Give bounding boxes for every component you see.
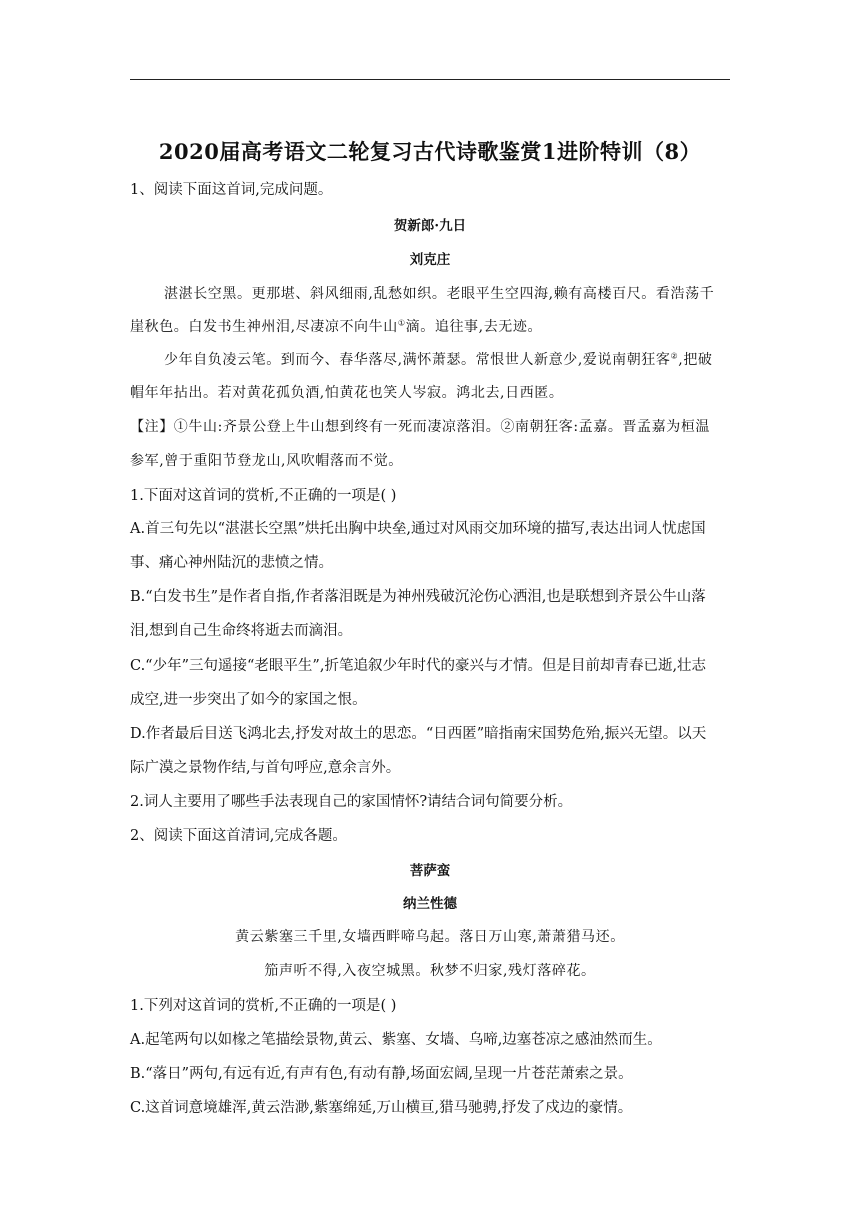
option-d: D.作者最后目送飞鸿北去,抒发对故土的思恋。“日西匿”暗指南宋国势危殆,振兴无望。以天: [130, 726, 707, 742]
question-2-intro: 2、阅读下面这首清词,完成各题。: [130, 828, 347, 844]
option-c: C.这首词意境雄浑,黄云浩渺,紫塞绵延,万山横亘,猎马驰骋,抒发了戍边的豪情。: [130, 1100, 633, 1116]
poem-1-line: 帽年年拈出。若对黄花孤负酒,怕黄花也笑人岑寂。鸿北去,日西匿。: [130, 385, 564, 401]
option-b: 泪,想到自己生命终将逝去而滴泪。: [130, 623, 353, 639]
poem-1-line: 崖秋色。白发书生神州泪,尽凄凉不向牛山①滴。追往事,去无迹。: [130, 318, 543, 335]
poem-1-line: 少年自负凌云笔。到而今、春华落尽,满怀萧瑟。常恨世人新意少,爱说南朝狂客②,把破: [164, 351, 713, 368]
poem-2-title: 菩萨蛮: [409, 863, 451, 879]
option-b: B.“落日”两句,有远有近,有声有色,有动有静,场面宏阔,呈现一片苍茫萧索之景。: [130, 1066, 633, 1082]
poem-1-note: 参军,曾于重阳节登龙山,风吹帽落而不觉。: [130, 453, 403, 469]
poem-2-line: 黄云紫塞三千里,女墙西畔啼乌起。落日万山寒,萧萧猎马还。: [235, 929, 625, 945]
question-2-1-stem: 1.下列对这首词的赏析,不正确的一项是( ): [130, 998, 397, 1014]
option-a: A.首三句先以“湛湛长空黑”烘托出胸中块垒,通过对风雨交加环境的描写,表达出词人忧虑国: [130, 521, 706, 537]
option-a: A.起笔两句以如椽之笔描绘景物,黄云、紫塞、女墙、乌啼,边塞苍凉之感油然而生。: [130, 1032, 662, 1048]
option-c: 成空,进一步突出了如今的家国之恨。: [130, 692, 367, 708]
poem-1-title: 贺新郎·九日: [393, 218, 467, 234]
poem-2-line: 笳声听不得,入夜空城黑。秋梦不归家,残灯落碎花。: [264, 963, 596, 979]
option-d: 际广漠之景物作结,与首句呼应,意余言外。: [130, 760, 401, 776]
poem-2-author: 纳兰性德: [403, 896, 457, 912]
header-rule: [130, 79, 730, 80]
question-1-intro: 1、阅读下面这首词,完成问题。: [130, 182, 333, 198]
question-1-1-stem: 1.下面对这首词的赏析,不正确的一项是( ): [130, 488, 397, 504]
option-b: B.“白发书生”是作者自指,作者落泪既是为神州残破沉沦伤心洒泪,也是联想到齐景公牛山落: [130, 589, 706, 605]
poem-1-note: 【注】①牛山:齐景公登上牛山想到终有一死而凄凉落泪。②南朝狂客:孟嘉。晋孟嘉为桓温: [130, 419, 711, 435]
poem-1-line: 湛湛长空黑。更那堪、斜风细雨,乱愁如织。老眼平生空四海,赖有高楼百尺。看浩荡千: [164, 286, 715, 302]
option-c: C.“少年”三句遥接“老眼平生”,折笔追叙少年时代的豪兴与才情。但是目前却青春已逝,壮志: [130, 658, 707, 674]
poem-1-author: 刘克庄: [409, 252, 451, 268]
page-title: 2020届高考语文二轮复习古代诗歌鉴赏1进阶特训（8）: [158, 139, 702, 164]
question-1-2-stem: 2.词人主要用了哪些手法表现自己的家国情怀?请结合词句简要分析。: [130, 794, 573, 810]
option-a: 事、痛心神州陆沉的悲愤之情。: [130, 555, 333, 571]
